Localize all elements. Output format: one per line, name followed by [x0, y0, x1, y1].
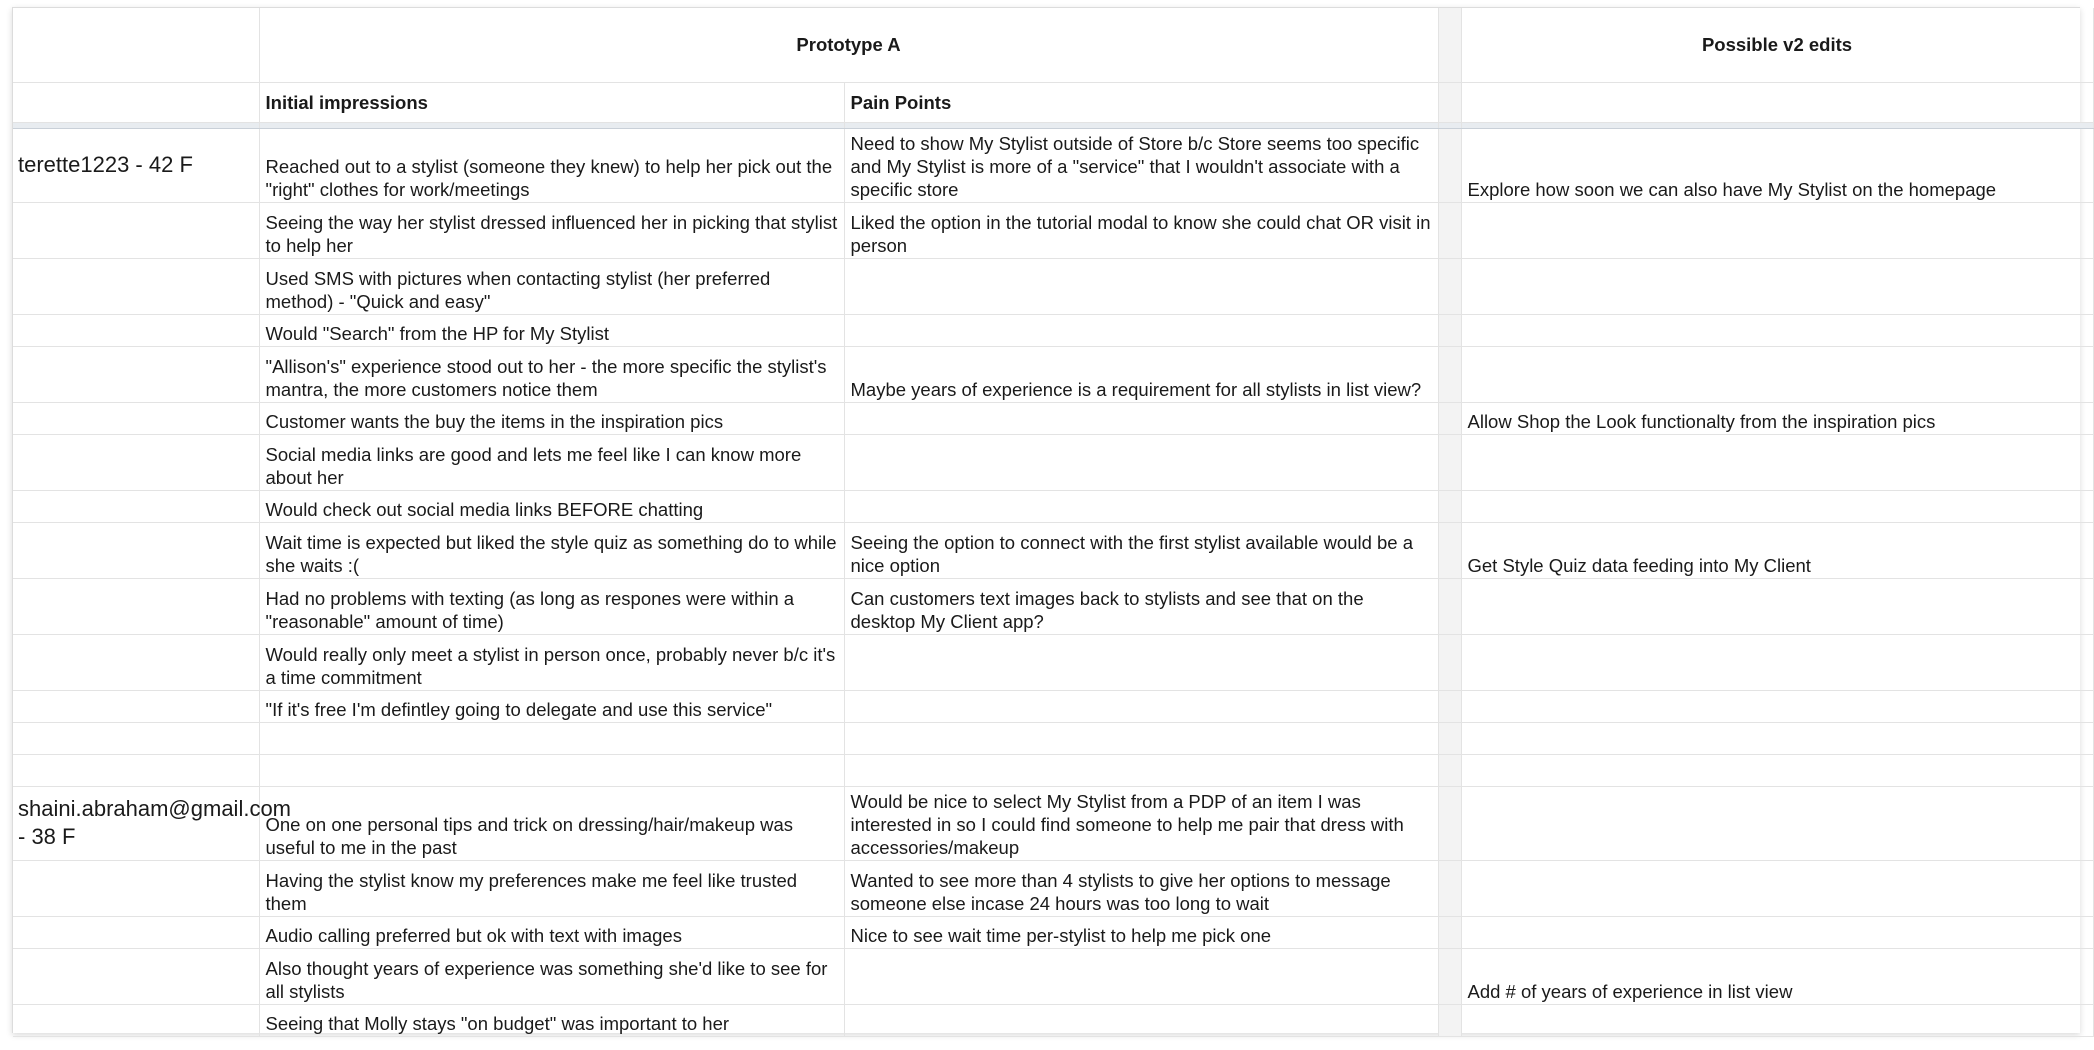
participant-cell[interactable]	[13, 691, 259, 723]
table-row	[13, 723, 2093, 755]
gap-cell[interactable]	[1438, 315, 1461, 347]
participant-cell[interactable]	[13, 491, 259, 523]
pain-cell[interactable]	[844, 691, 1438, 723]
cell[interactable]	[1461, 83, 2093, 123]
participant-cell[interactable]	[13, 347, 259, 403]
pain-cell[interactable]: Seeing the option to connect with the first stylist available would be a nice option	[844, 523, 1438, 579]
pain-cell[interactable]	[844, 755, 1438, 787]
pain-cell[interactable]	[844, 635, 1438, 691]
initial-cell[interactable]: Also thought years of experience was something she'd like to see for all stylists	[259, 949, 844, 1005]
gap-cell[interactable]	[1438, 403, 1461, 435]
v2-cell[interactable]	[1461, 917, 2093, 949]
gap-cell[interactable]	[1438, 1005, 1461, 1037]
gap-cell[interactable]	[1438, 129, 1461, 203]
initial-cell[interactable]	[259, 723, 844, 755]
v2-cell[interactable]	[1461, 579, 2093, 635]
v2-cell[interactable]	[1461, 691, 2093, 723]
pain-cell[interactable]	[844, 949, 1438, 1005]
initial-cell[interactable]	[259, 755, 844, 787]
table-row	[13, 949, 2093, 1005]
v2-cell[interactable]	[1461, 347, 2093, 403]
table-row	[13, 691, 2093, 723]
participant-cell[interactable]: terette1223 - 42 F	[13, 129, 259, 203]
participant-cell[interactable]	[13, 861, 259, 917]
participant-cell[interactable]	[13, 315, 259, 347]
initial-impressions-header[interactable]: Initial impressions	[259, 83, 844, 123]
gap-cell[interactable]	[1438, 347, 1461, 403]
v2-cell[interactable]	[1461, 755, 2093, 787]
v2-cell[interactable]	[1461, 635, 2093, 691]
table-row	[13, 579, 2093, 635]
table-row	[13, 787, 2093, 861]
v2-cell[interactable]	[1461, 203, 2093, 259]
gap-cell[interactable]	[1438, 861, 1461, 917]
pain-cell[interactable]: Maybe years of experience is a requirement for all stylists in list view?	[844, 347, 1438, 403]
table-row	[13, 347, 2093, 403]
gap-cell[interactable]	[1438, 579, 1461, 635]
cell[interactable]	[13, 8, 259, 83]
participant-cell[interactable]	[13, 579, 259, 635]
initial-cell[interactable]: Would "Search" from the HP for My Stylist	[259, 315, 844, 347]
gap-cell[interactable]	[1438, 435, 1461, 491]
table-row	[13, 403, 2093, 435]
pain-cell[interactable]: Wanted to see more than 4 stylists to give her options to message someone else incase 24 hours was too long to wait	[844, 861, 1438, 917]
initial-cell[interactable]: Audio calling preferred but ok with text with images	[259, 917, 844, 949]
v2-cell[interactable]	[1461, 861, 2093, 917]
header-row-1	[13, 8, 2093, 83]
pain-cell[interactable]: Would be nice to select My Stylist from a PDP of an item I was interested in so I could find someone to help me pair that dress with accessories/makeup	[844, 787, 1438, 861]
table-row	[13, 523, 2093, 579]
gap-cell[interactable]	[1438, 635, 1461, 691]
spreadsheet-grid	[12, 7, 2080, 1033]
pain-cell[interactable]	[844, 403, 1438, 435]
table-row	[13, 259, 2093, 315]
pain-cell[interactable]: Nice to see wait time per-stylist to help me pick one	[844, 917, 1438, 949]
gap-cell[interactable]	[1438, 949, 1461, 1005]
participant-cell[interactable]	[13, 635, 259, 691]
participant-cell[interactable]	[13, 435, 259, 491]
initial-cell[interactable]: "Allison's" experience stood out to her - the more specific the stylist's mantra, the more customers notice them	[259, 347, 844, 403]
pain-points-header[interactable]: Pain Points	[844, 83, 1438, 123]
initial-cell[interactable]: Would really only meet a stylist in person once, probably never b/c it's a time commitment	[259, 635, 844, 691]
participant-cell[interactable]	[13, 949, 259, 1005]
pain-cell[interactable]	[844, 1005, 1438, 1037]
v2-cell[interactable]: Explore how soon we can also have My Stylist on the homepage	[1461, 129, 2093, 203]
initial-cell[interactable]: "If it's free I'm defintley going to delegate and use this service"	[259, 691, 844, 723]
initial-cell[interactable]: Seeing that Molly stays "on budget" was important to her	[259, 1005, 844, 1037]
pain-cell[interactable]: Liked the option in the tutorial modal to know she could chat OR visit in person	[844, 203, 1438, 259]
participant-cell[interactable]	[13, 1005, 259, 1037]
v2-cell[interactable]	[1461, 1005, 2093, 1037]
gap-cell[interactable]	[1438, 523, 1461, 579]
cell[interactable]	[13, 83, 259, 123]
v2-cell[interactable]	[1461, 723, 2093, 755]
initial-cell[interactable]: Customer wants the buy the items in the inspiration pics	[259, 403, 844, 435]
research-table	[13, 8, 2094, 1037]
v2-cell[interactable]	[1461, 787, 2093, 861]
gap-cell[interactable]	[1438, 259, 1461, 315]
table-row	[13, 203, 2093, 259]
gap-cell[interactable]	[1438, 691, 1461, 723]
participant-cell[interactable]	[13, 523, 259, 579]
table-row	[13, 917, 2093, 949]
initial-cell[interactable]: Having the stylist know my preferences make me feel like trusted them	[259, 861, 844, 917]
pain-cell[interactable]	[844, 315, 1438, 347]
initial-cell[interactable]: Used SMS with pictures when contacting stylist (her preferred method) - "Quick and easy"	[259, 259, 844, 315]
v2-cell[interactable]: Allow Shop the Look functionalty from the inspiration pics	[1461, 403, 2093, 435]
participant-cell[interactable]	[13, 917, 259, 949]
gap-cell[interactable]	[1438, 917, 1461, 949]
gap-cell[interactable]	[1438, 203, 1461, 259]
initial-cell[interactable]: Wait time is expected but liked the style quiz as something do to while she waits :(	[259, 523, 844, 579]
table-row	[13, 755, 2093, 787]
v2-cell[interactable]	[1461, 435, 2093, 491]
v2-cell[interactable]: Get Style Quiz data feeding into My Client	[1461, 523, 2093, 579]
pain-cell[interactable]: Can customers text images back to stylists and see that on the desktop My Client app?	[844, 579, 1438, 635]
table-row	[13, 315, 2093, 347]
initial-cell[interactable]: Would check out social media links BEFORE chatting	[259, 491, 844, 523]
initial-cell[interactable]: Seeing the way her stylist dressed influenced her in picking that stylist to help her	[259, 203, 844, 259]
participant-cell[interactable]	[13, 403, 259, 435]
pain-cell[interactable]: Need to show My Stylist outside of Store b/c Store seems too specific and My Stylist is more of a "service" that I wouldn't associate with a specific store	[844, 129, 1438, 203]
gap-cell[interactable]	[1438, 83, 1461, 123]
header-row-2	[13, 83, 2093, 123]
initial-cell[interactable]: Social media links are good and lets me feel like I can know more about her	[259, 435, 844, 491]
gap-cell[interactable]	[1438, 491, 1461, 523]
table-row	[13, 635, 2093, 691]
gap-cell[interactable]	[1438, 8, 1461, 83]
pain-cell[interactable]	[844, 435, 1438, 491]
initial-cell[interactable]: Had no problems with texting (as long as respones were within a "reasonable" amount of time)	[259, 579, 844, 635]
table-row	[13, 861, 2093, 917]
initial-cell[interactable]: One on one personal tips and trick on dressing/hair/makeup was useful to me in the past	[259, 787, 844, 861]
gap-cell[interactable]	[1438, 787, 1461, 861]
v2-cell[interactable]: Add # of years of experience in list view	[1461, 949, 2093, 1005]
table-row	[13, 435, 2093, 491]
participant-cell[interactable]	[13, 203, 259, 259]
v2-header[interactable]: Possible v2 edits	[1461, 8, 2093, 83]
pain-cell[interactable]	[844, 491, 1438, 523]
gap-cell[interactable]	[1438, 755, 1461, 787]
table-row	[13, 491, 2093, 523]
participant-cell[interactable]: shaini.abraham@gmail.com - 38 F	[13, 787, 259, 861]
participant-cell[interactable]	[13, 259, 259, 315]
table-row	[13, 1005, 2093, 1037]
participant-cell[interactable]	[13, 755, 259, 787]
v2-cell[interactable]	[1461, 491, 2093, 523]
pain-cell[interactable]	[844, 723, 1438, 755]
initial-cell[interactable]: Reached out to a stylist (someone they knew) to help her pick out the "right" clothes for work/meetings	[259, 129, 844, 203]
prototype-header[interactable]: Prototype A	[259, 8, 1438, 83]
pain-cell[interactable]	[844, 259, 1438, 315]
participant-cell[interactable]	[13, 723, 259, 755]
table-row	[13, 129, 2093, 203]
v2-cell[interactable]	[1461, 259, 2093, 315]
gap-cell[interactable]	[1438, 723, 1461, 755]
v2-cell[interactable]	[1461, 315, 2093, 347]
